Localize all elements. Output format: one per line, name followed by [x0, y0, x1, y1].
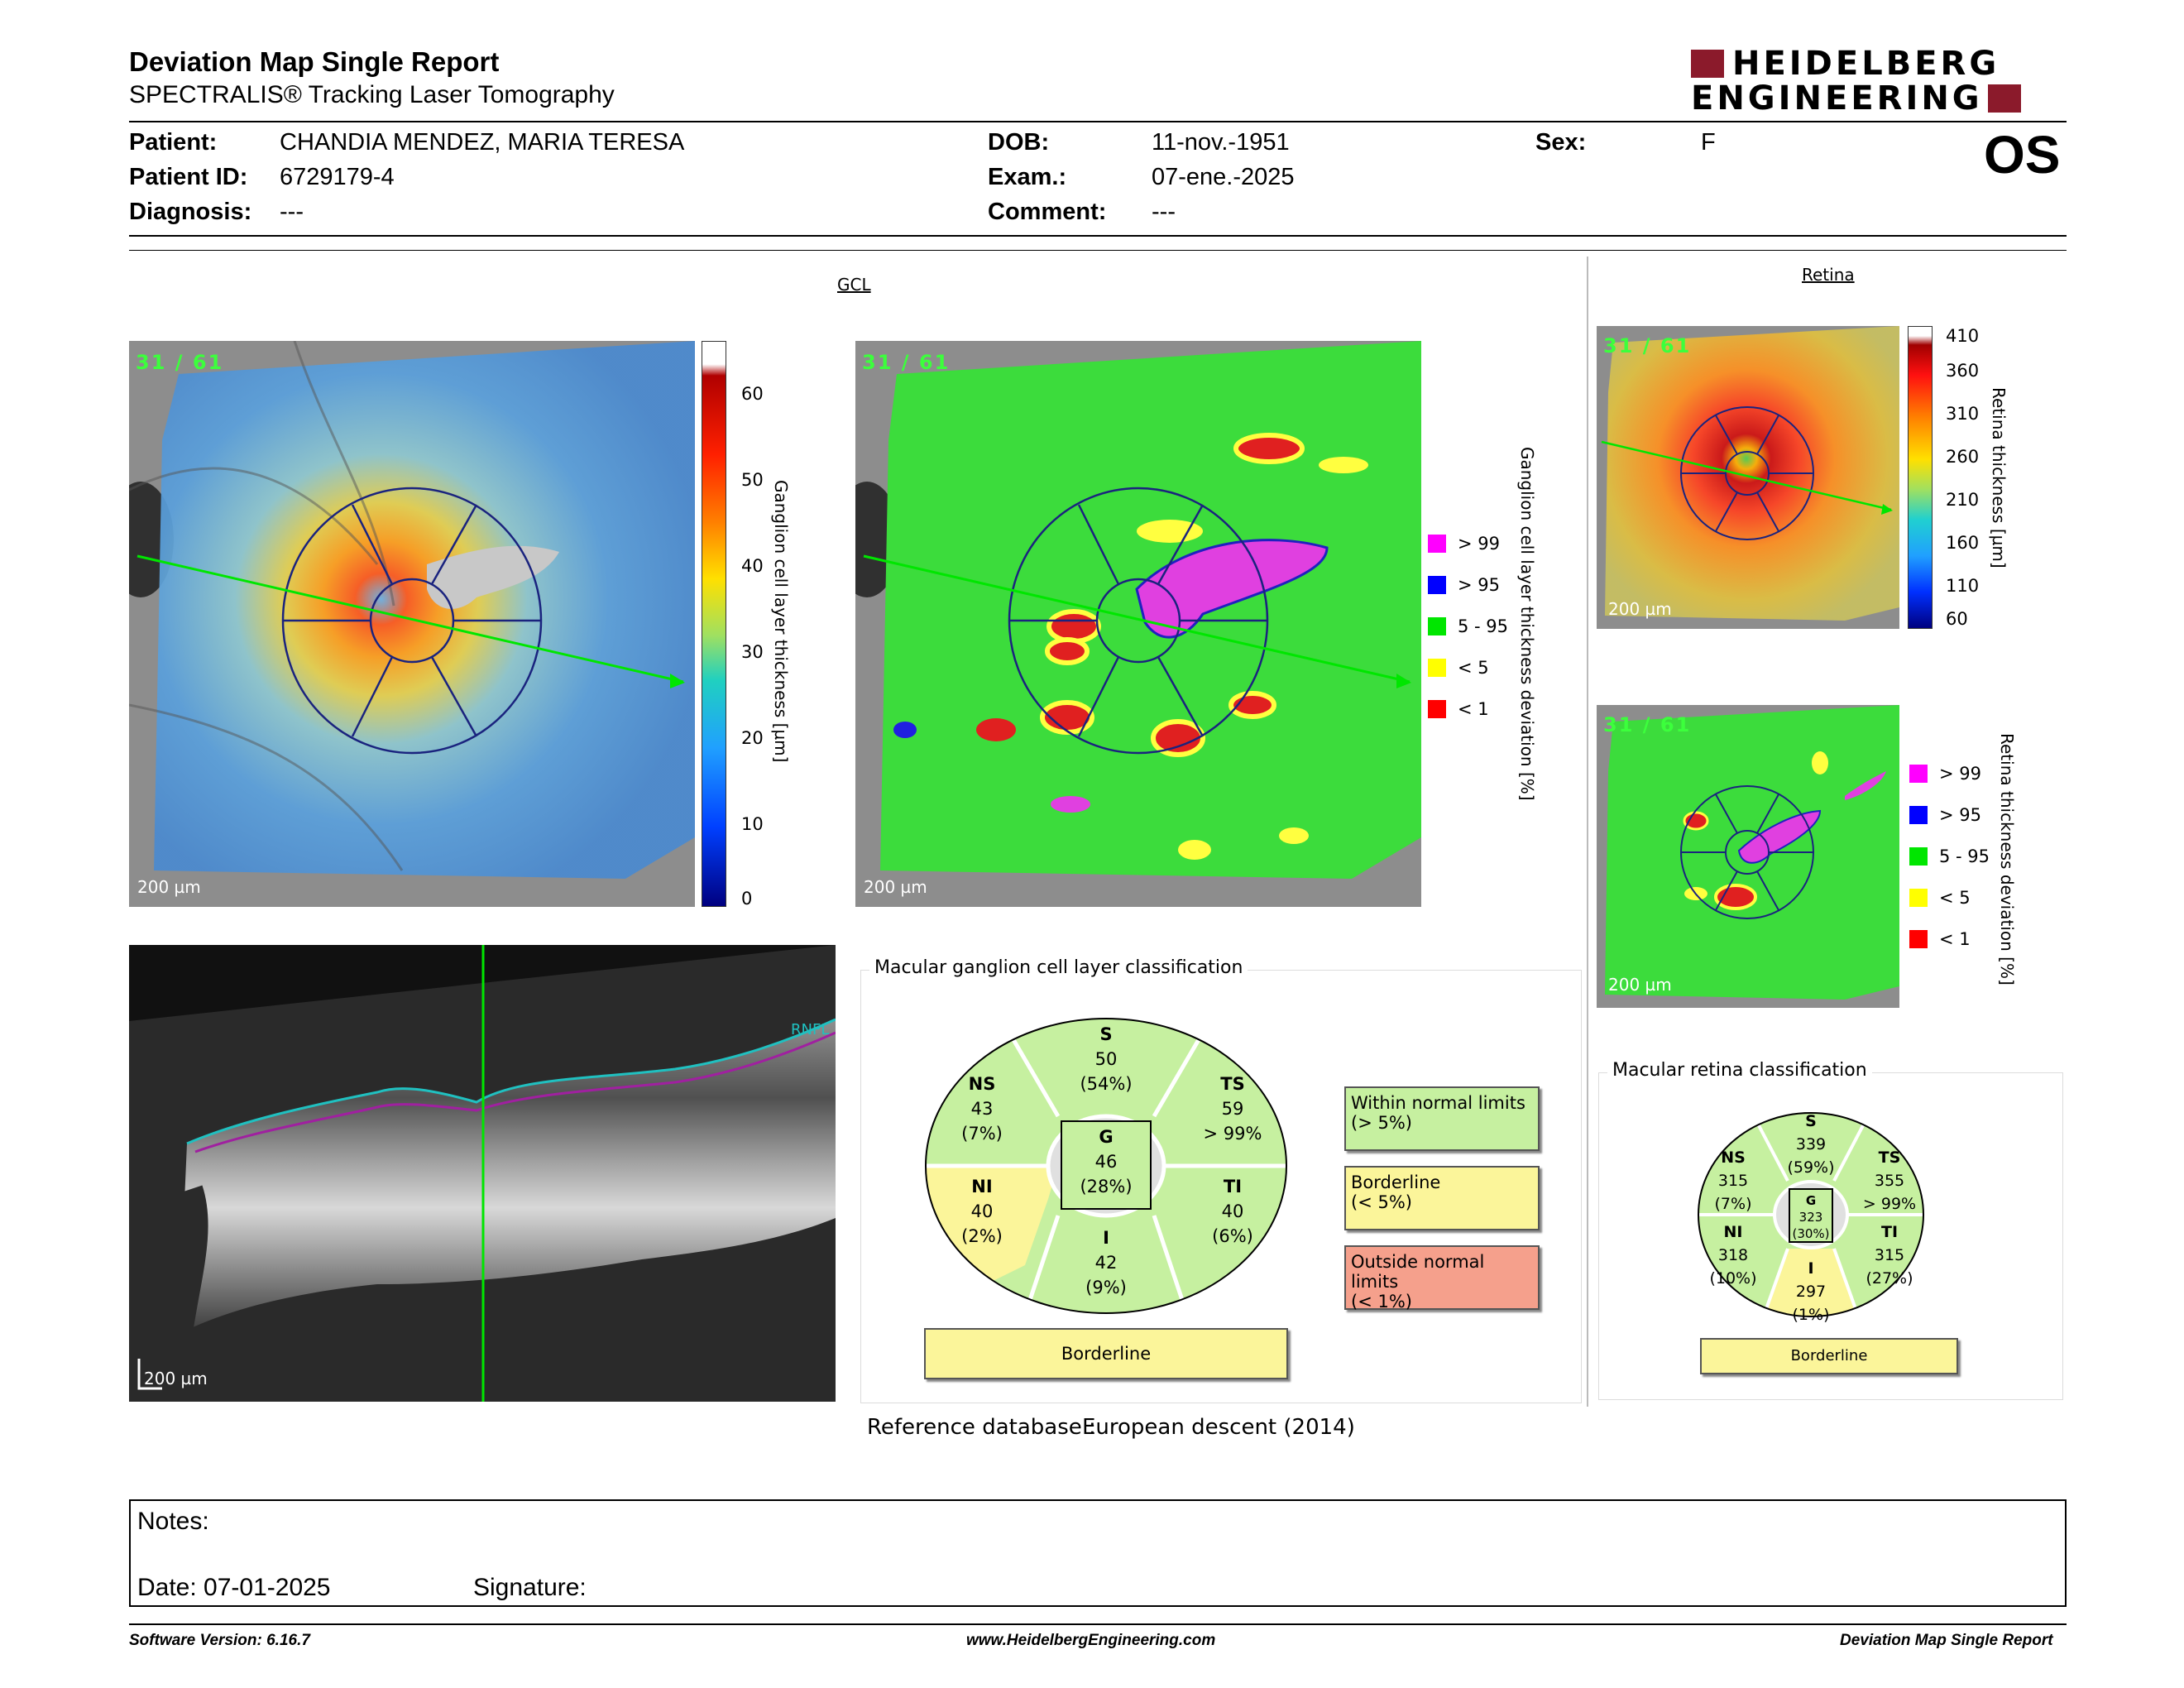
- sector-ns: NS 315 (7%): [1714, 1149, 1752, 1213]
- scale-bar-label: 200 µm: [137, 877, 201, 897]
- scan-fraction: 31 / 61: [136, 351, 224, 374]
- scale-bar-label: 200 µm: [144, 1369, 208, 1388]
- scale-bar-label: 200 µm: [864, 877, 927, 897]
- dob-value: 11-nov.-1951: [1152, 129, 1290, 156]
- footer-report-name: Deviation Map Single Report: [1840, 1632, 2053, 1649]
- sex-value: F: [1701, 129, 1716, 156]
- gcl-deviation-legend: [1428, 523, 1508, 730]
- colorbar-tick: 50: [741, 470, 764, 490]
- exam-value: 07-ene.-2025: [1152, 164, 1295, 190]
- legend-swatch: [1909, 765, 1928, 783]
- oct-bscan: [129, 945, 836, 1402]
- header-divider: [129, 121, 2067, 122]
- legend-item: > 99: [1428, 523, 1508, 564]
- legend-swatch: [1909, 847, 1928, 866]
- heidelberg-logo: HEIDELBERG ENGINEERING: [1691, 46, 2071, 116]
- colorbar-tick: 310: [1946, 404, 1980, 424]
- sector-g: G 323 (30%): [1792, 1193, 1830, 1241]
- sector-i: I 42 (9%): [1085, 1228, 1127, 1297]
- notes-label: Notes:: [137, 1508, 209, 1535]
- legend-item: > 95: [1909, 794, 1990, 836]
- legend-item: > 99: [1909, 753, 1990, 794]
- sector-ni: NI 40 (2%): [961, 1177, 1003, 1246]
- logo-square-icon: [1691, 50, 1724, 78]
- legend-item: < 5: [1909, 877, 1990, 918]
- report-subtitle: SPECTRALIS® Tracking Laser Tomography: [129, 81, 615, 108]
- retina-deviation-map: [1597, 705, 1899, 1008]
- colorbar-tick: 210: [1946, 490, 1980, 510]
- legend-swatch: [1428, 535, 1446, 553]
- gcl-deviation-label: Ganglion cell layer thickness deviation [%]: [1517, 447, 1537, 801]
- software-version: Software Version: 6.16.7: [129, 1632, 310, 1649]
- colorbar-tick: 260: [1946, 447, 1980, 467]
- sector-ti: TI 315 (27%): [1866, 1223, 1913, 1288]
- gcl-colorbar-label: Ganglion cell layer thickness [µm]: [771, 480, 791, 763]
- scan-fraction: 31 / 61: [1603, 334, 1692, 357]
- retina-classification-title: Macular retina classification: [1607, 1060, 1872, 1081]
- website-link[interactable]: www.HeidelbergEngineering.com: [966, 1632, 1216, 1649]
- diagnosis-label: Diagnosis:: [129, 199, 252, 225]
- comment-label: Comment:: [988, 199, 1107, 225]
- colorbar-tick: 40: [741, 556, 764, 576]
- colorbar-tick: 60: [741, 384, 764, 404]
- retina-classification-result: Borderline: [1700, 1338, 1958, 1374]
- sector-ti: TI 40 (6%): [1212, 1177, 1253, 1246]
- scale-bar-label: 200 µm: [1608, 975, 1672, 995]
- legend-swatch: [1909, 930, 1928, 948]
- sector-ts: TS 355 > 99%: [1862, 1149, 1917, 1213]
- patient-label: Patient:: [129, 129, 218, 156]
- patient-id: 6729179-4: [280, 164, 395, 190]
- gcl-section-title: GCL: [837, 275, 871, 295]
- signature-label: Signature:: [473, 1574, 587, 1601]
- gcl-classification-title: Macular ganglion cell layer classification: [869, 957, 1248, 978]
- sector-s: S 50 (54%): [1080, 1024, 1133, 1094]
- scan-fraction: 31 / 61: [1603, 713, 1692, 736]
- reference-database-label: Reference database :: [867, 1415, 1096, 1440]
- retina-section-title: Retina: [1802, 265, 1855, 285]
- gcl-deviation-map-image: [855, 341, 1421, 907]
- section-divider: [1587, 257, 1588, 1407]
- reference-database-value: European descent (2014): [1082, 1415, 1355, 1440]
- legend-outside-normal: Outside normal limits (< 1%): [1344, 1245, 1540, 1310]
- info-divider-thin: [129, 250, 2067, 251]
- colorbar-tick: 160: [1946, 533, 1980, 553]
- retina-deviation-map-image: [1597, 705, 1899, 1008]
- retina-deviation-label: Retina thickness deviation [%]: [1997, 733, 2017, 985]
- retina-classification-panel: [1598, 1060, 2063, 1400]
- colorbar-tick: 10: [741, 814, 764, 834]
- retina-thickness-map-image: [1597, 326, 1899, 629]
- legend-item: 5 - 95: [1909, 836, 1990, 877]
- legend-item: < 1: [1428, 688, 1508, 730]
- retina-colorbar-label: Retina thickness [µm]: [1989, 387, 2009, 568]
- exam-label: Exam.:: [988, 164, 1067, 190]
- retina-deviation-legend: [1909, 753, 1990, 960]
- retina-thickness-map: [1597, 326, 1899, 629]
- colorbar-tick: 110: [1946, 576, 1980, 596]
- scale-bar-label: 200 µm: [1608, 599, 1672, 619]
- colorbar-tick: 60: [1946, 609, 1968, 629]
- logo-square-icon: [1988, 84, 2021, 113]
- legend-swatch: [1909, 806, 1928, 824]
- colorbar-tick: 0: [741, 889, 753, 909]
- report-title: Deviation Map Single Report: [129, 46, 500, 77]
- gcl-thickness-map: [129, 341, 695, 907]
- gcl-thickness-map-image: [129, 341, 695, 907]
- legend-swatch: [1428, 700, 1446, 718]
- gcl-classification-panel: [860, 957, 1582, 1403]
- rnfl-label: RNFL: [791, 1021, 830, 1038]
- legend-swatch: [1428, 659, 1446, 677]
- patient-name: CHANDIA MENDEZ, MARIA TERESA: [280, 129, 685, 156]
- diagnosis-value: ---: [280, 199, 304, 225]
- sector-ni: NI 318 (10%): [1709, 1223, 1757, 1288]
- sector-i: I 297 (1%): [1792, 1259, 1830, 1324]
- legend-item: > 95: [1428, 564, 1508, 606]
- legend-item: 5 - 95: [1428, 606, 1508, 647]
- legend-item: < 5: [1428, 647, 1508, 688]
- gcl-deviation-map: [855, 341, 1421, 907]
- notes-box[interactable]: [129, 1499, 2067, 1607]
- gcl-colorbar: [702, 341, 726, 907]
- date-label: Date: 07-01-2025: [137, 1574, 331, 1601]
- legend-swatch: [1428, 617, 1446, 635]
- retina-colorbar: [1908, 326, 1933, 629]
- patient-id-label: Patient ID:: [129, 164, 248, 190]
- gcl-classification-result: Borderline: [924, 1328, 1288, 1379]
- colorbar-tick: 30: [741, 642, 764, 662]
- eye-indicator: OS: [1984, 125, 2061, 185]
- colorbar-tick: 360: [1946, 361, 1980, 381]
- legend-item: < 1: [1909, 918, 1990, 960]
- legend-within-normal: Within normal limits (> 5%): [1344, 1086, 1540, 1151]
- comment-value: ---: [1152, 199, 1176, 225]
- footer-divider: [129, 1623, 2067, 1625]
- colorbar-tick: 410: [1946, 326, 1980, 346]
- sex-label: Sex:: [1535, 129, 1587, 156]
- sector-ns: NS 43 (7%): [961, 1074, 1003, 1144]
- oct-bscan-image: [129, 945, 836, 1402]
- sector-ts: TS 59 > 99%: [1203, 1074, 1262, 1144]
- legend-borderline: Borderline (< 5%): [1344, 1166, 1540, 1230]
- colorbar-tick: 20: [741, 728, 764, 748]
- legend-swatch: [1428, 576, 1446, 594]
- sector-s: S 339 (59%): [1787, 1112, 1835, 1177]
- legend-swatch: [1909, 889, 1928, 907]
- dob-label: DOB:: [988, 129, 1050, 156]
- info-divider: [129, 235, 2067, 237]
- scan-fraction: 31 / 61: [862, 351, 951, 374]
- sector-g: G 46 (28%): [1080, 1127, 1133, 1196]
